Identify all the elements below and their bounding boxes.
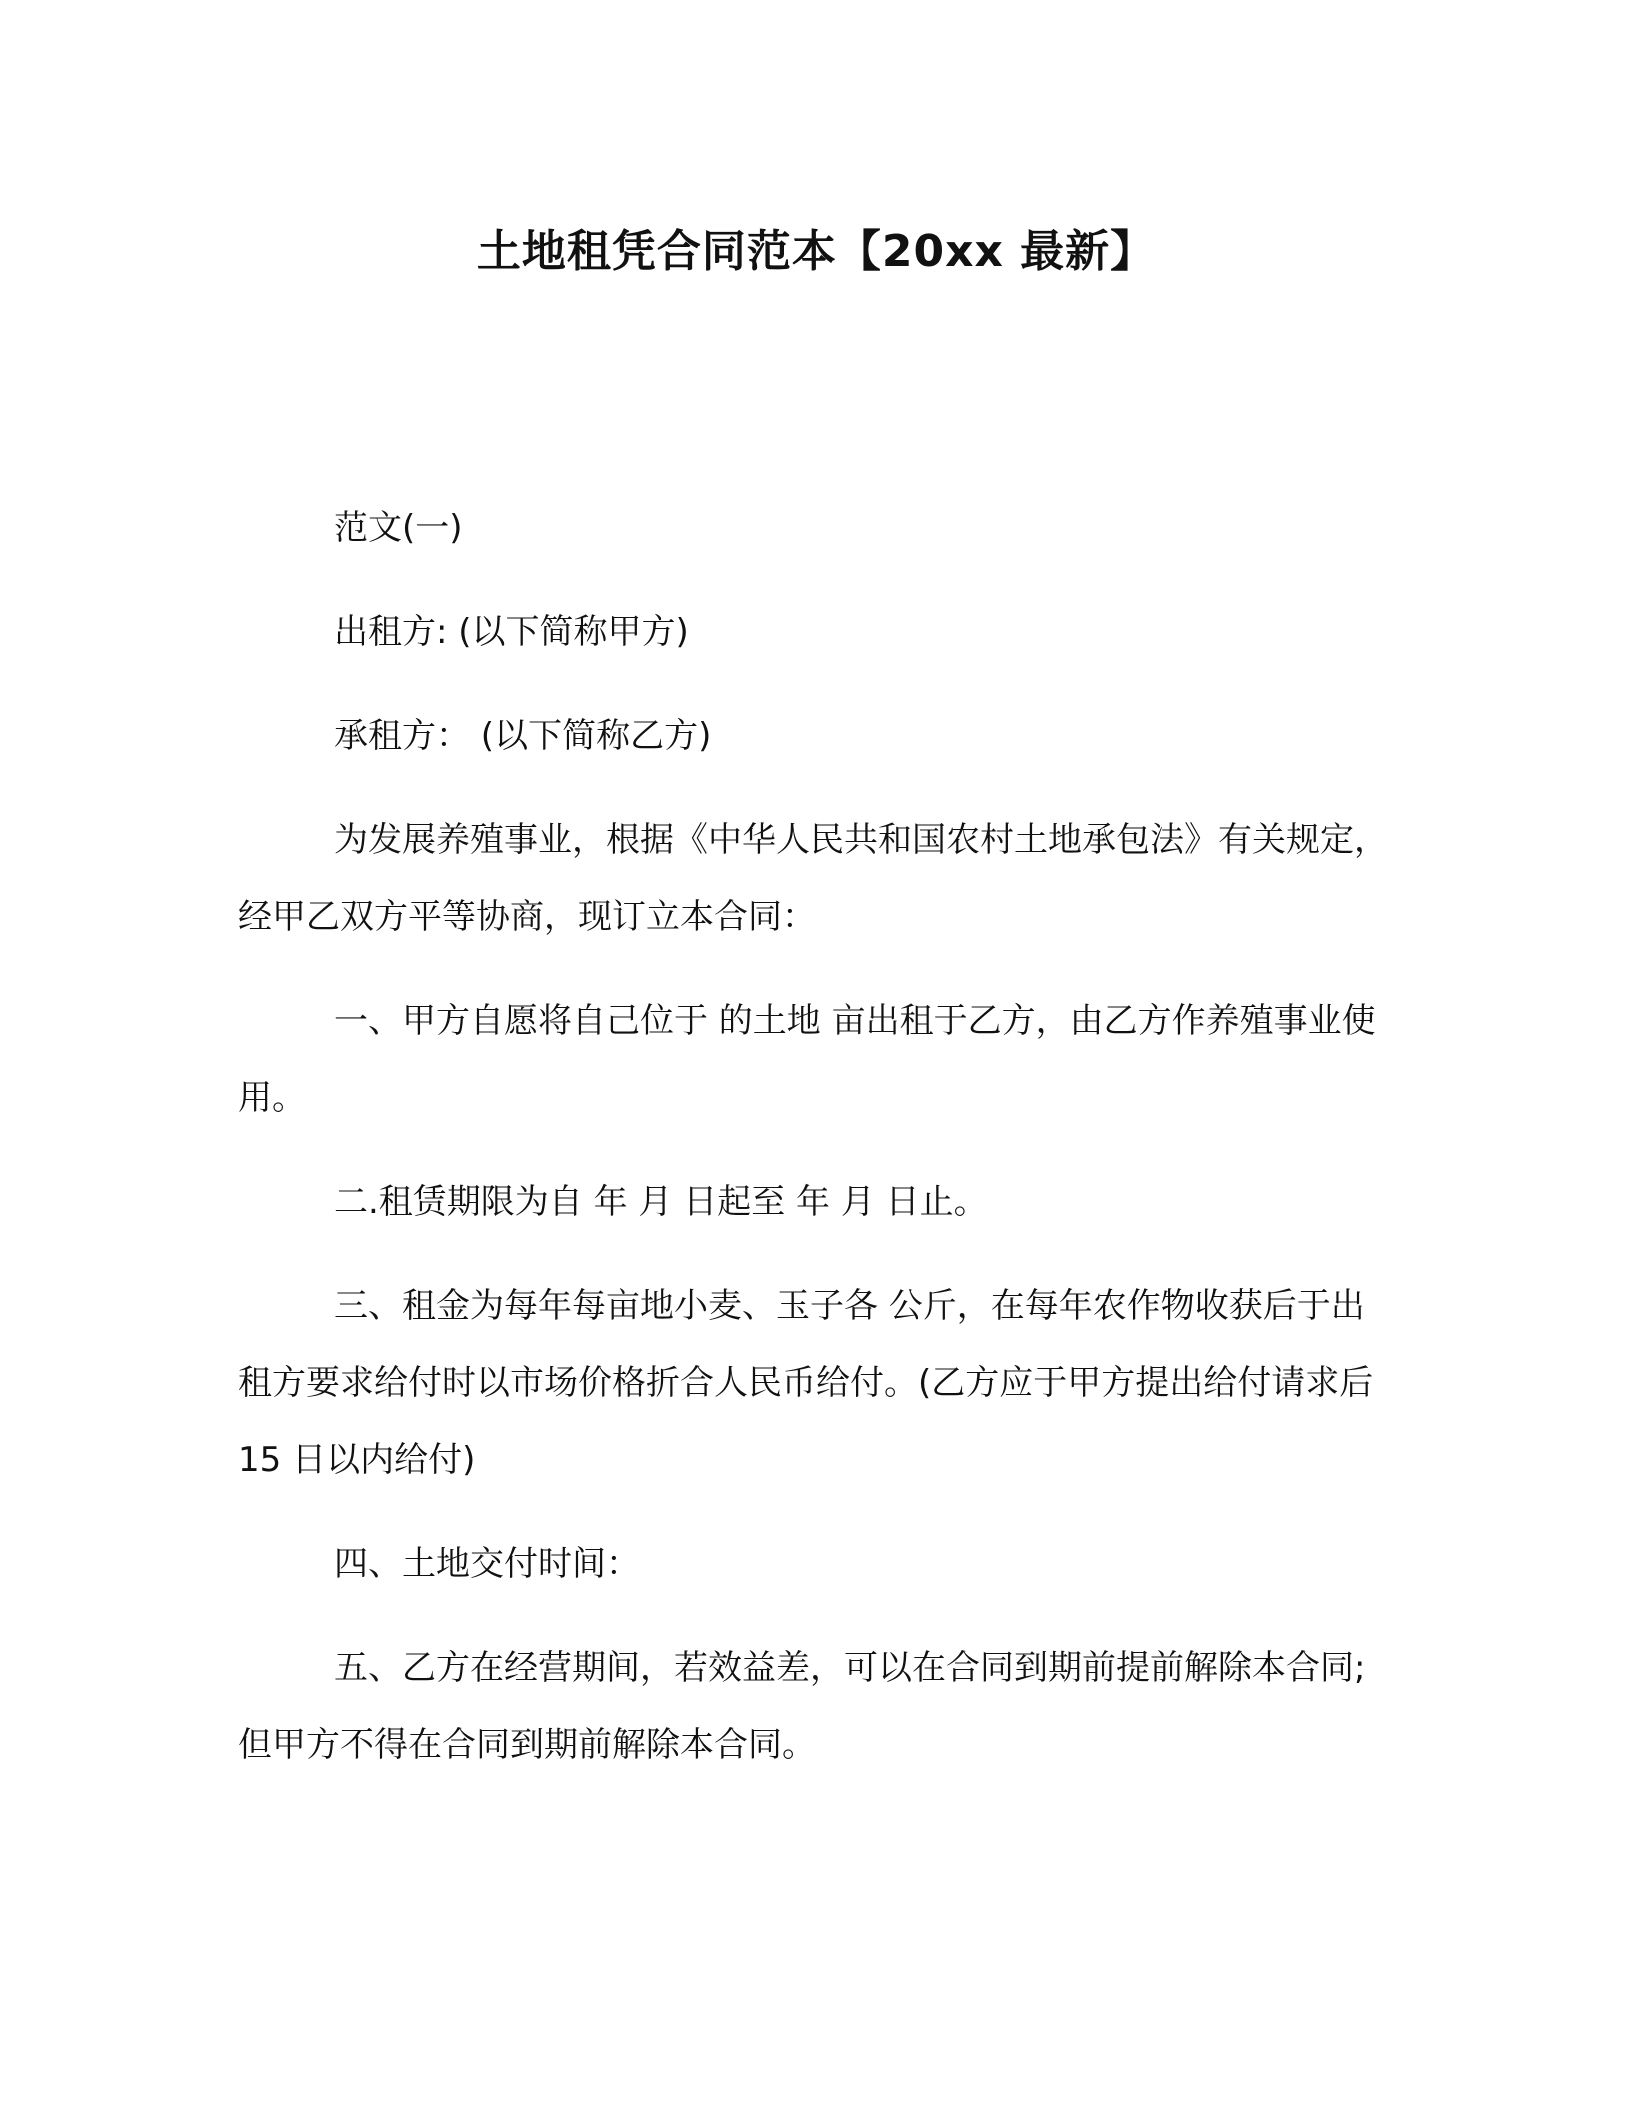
clause-3: 三、租金为每年每亩地小麦、玉子各 公斤，在每年农作物收获后于出租方要求给付时以市场价格折合人民币给付。(乙方应于甲方提出给付请求后 15 日以内给付) [238, 1286, 1374, 1480]
clause-2: 二.租赁期限为自 年 月 日起至 年 月 日止。 [334, 1182, 988, 1222]
section-heading: 范文(一) [334, 508, 463, 548]
preamble-paragraph: 为发展养殖事业，根据《中华人民共和国农村土地承包法》有关规定，经甲乙双方平等协商，现订立本合同： [238, 820, 1388, 937]
document-body [238, 490, 1388, 1811]
clause-1: 一、甲方自愿将自己位于 的土地 亩出租于乙方，由乙方作养殖事业使用。 [238, 1001, 1376, 1118]
clause-5: 五、乙方在经营期间，若效益差，可以在合同到期前提前解除本合同;但甲方不得在合同到期前解除本合同。 [238, 1648, 1366, 1765]
lessor-line: 出租方: (以下简称甲方) [334, 612, 689, 652]
clause-4: 四、土地交付时间： [334, 1544, 640, 1584]
document-title: 土地租凭合同范本【20xx 最新】 [476, 226, 1156, 277]
lessee-line: 承租方： (以下简称乙方) [334, 716, 712, 756]
